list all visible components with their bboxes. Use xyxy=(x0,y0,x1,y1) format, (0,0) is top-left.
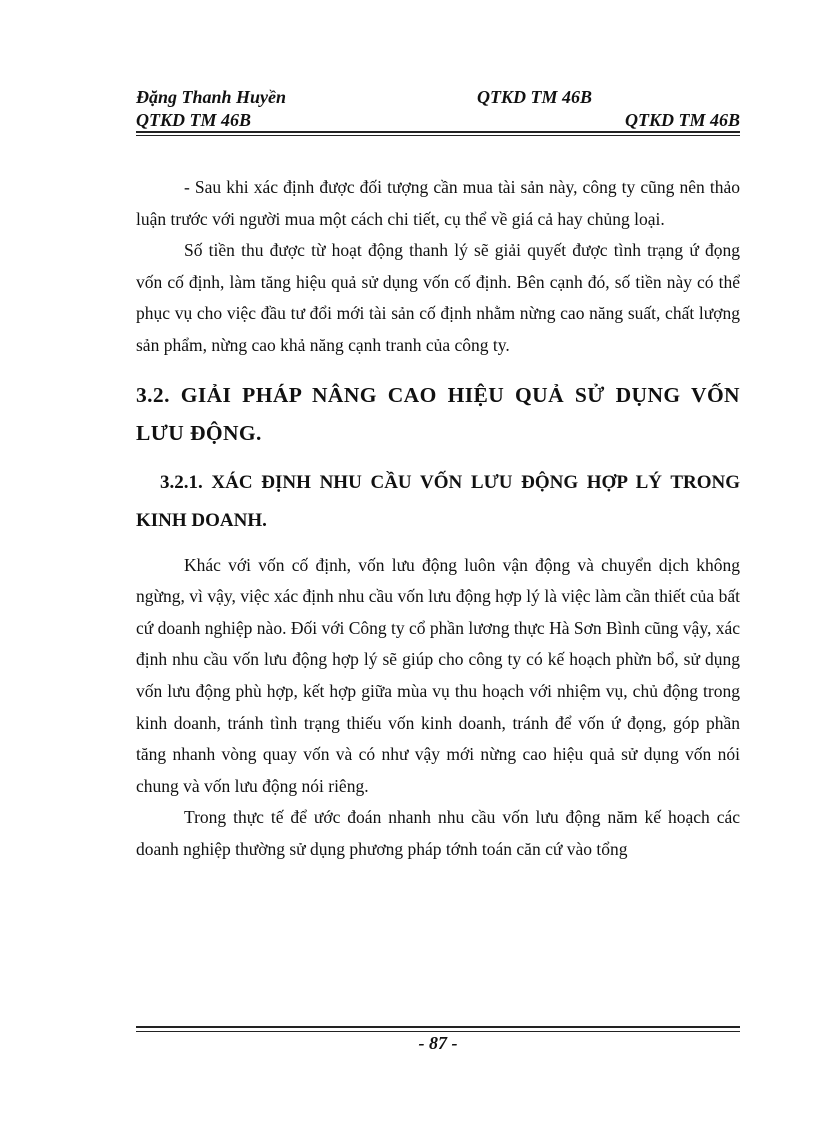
header-class-right: QTKD TM 46B xyxy=(624,110,740,130)
paragraph-3: Khác với vốn cố định, vốn lưu động luôn vận động và chuyển dịch không ngừng, vì vậy, việc xác định nhu cầu vốn lưu động hợp lý là việc làm cần thiết của bất cứ doanh nghiệp nào. Đối với Công ty cổ phần lương thực Hà Sơn Bình cũng vậy, xác định nhu cầu vốn lưu động hợp lý sẽ giúp cho công ty có kế hoạch phừn bổ, sử dụng vốn lưu động phù hợp, kết hợp giữa mùa vụ thu hoạch với nhiệm vụ, chủ động trong kinh doanh, tránh tình trạng thiếu vốn kinh doanh, tránh để vốn ứ đọng, góp phần tăng nhanh vòng quay vốn và có như vậy mới nừng cao hiệu quả sử dụng vốn nói chung và vốn lưu động nói riêng. xyxy=(136,554,740,796)
paragraph-1: - Sau khi xác định được đối tượng cần mua tài sản này, công ty cũng nên thảo luận trước với người mua một cách chi tiết, cụ thể về giá cả hay chủng loại. xyxy=(136,177,740,229)
subsection-heading-3-2-1: 3.2.1. XÁC ĐỊNH NHU CẦU VỐN LƯU ĐỘNG HỢP LÝ TRONG KINH DOANH. xyxy=(136,471,740,531)
paragraph-2: Số tiền thu được từ hoạt động thanh lý sẽ giải quyết được tình trạng ứ đọng vốn cố định, làm tăng hiệu quả sử dụng vốn cố định. Bên cạnh đó, số tiền này có thể phục vụ cho việc đầu tư đổi mới tài sản cố định nhằm nừng cao năng suất, chất lượng sản phẩm, nừng cao khả năng cạnh tranh của công ty. xyxy=(136,240,740,355)
header-class-left: QTKD TM 46B xyxy=(136,110,252,130)
header-class-center: QTKD TM 46B xyxy=(477,87,593,107)
header-author: Đặng Thanh Huyền xyxy=(136,87,287,107)
paragraph-4: Trong thực tế để ước đoán nhanh nhu cầu vốn lưu động năm kế hoạch các doanh nghiệp thường sử dụng phương pháp tớnh toán căn cứ vào tổng xyxy=(136,807,740,859)
page-number: - 87 - xyxy=(418,1033,458,1053)
page-body xyxy=(136,172,740,866)
header-rule-thin xyxy=(136,135,740,136)
section-heading-3-2: 3.2. GIẢI PHÁP NÂNG CAO HIỆU QUẢ SỬ DỤNG VỐN LƯU ĐỘNG. xyxy=(136,382,740,445)
footer-rule-thin xyxy=(136,1031,740,1032)
header-rule-thick xyxy=(136,131,740,133)
footer-rule-thick xyxy=(136,1026,740,1028)
